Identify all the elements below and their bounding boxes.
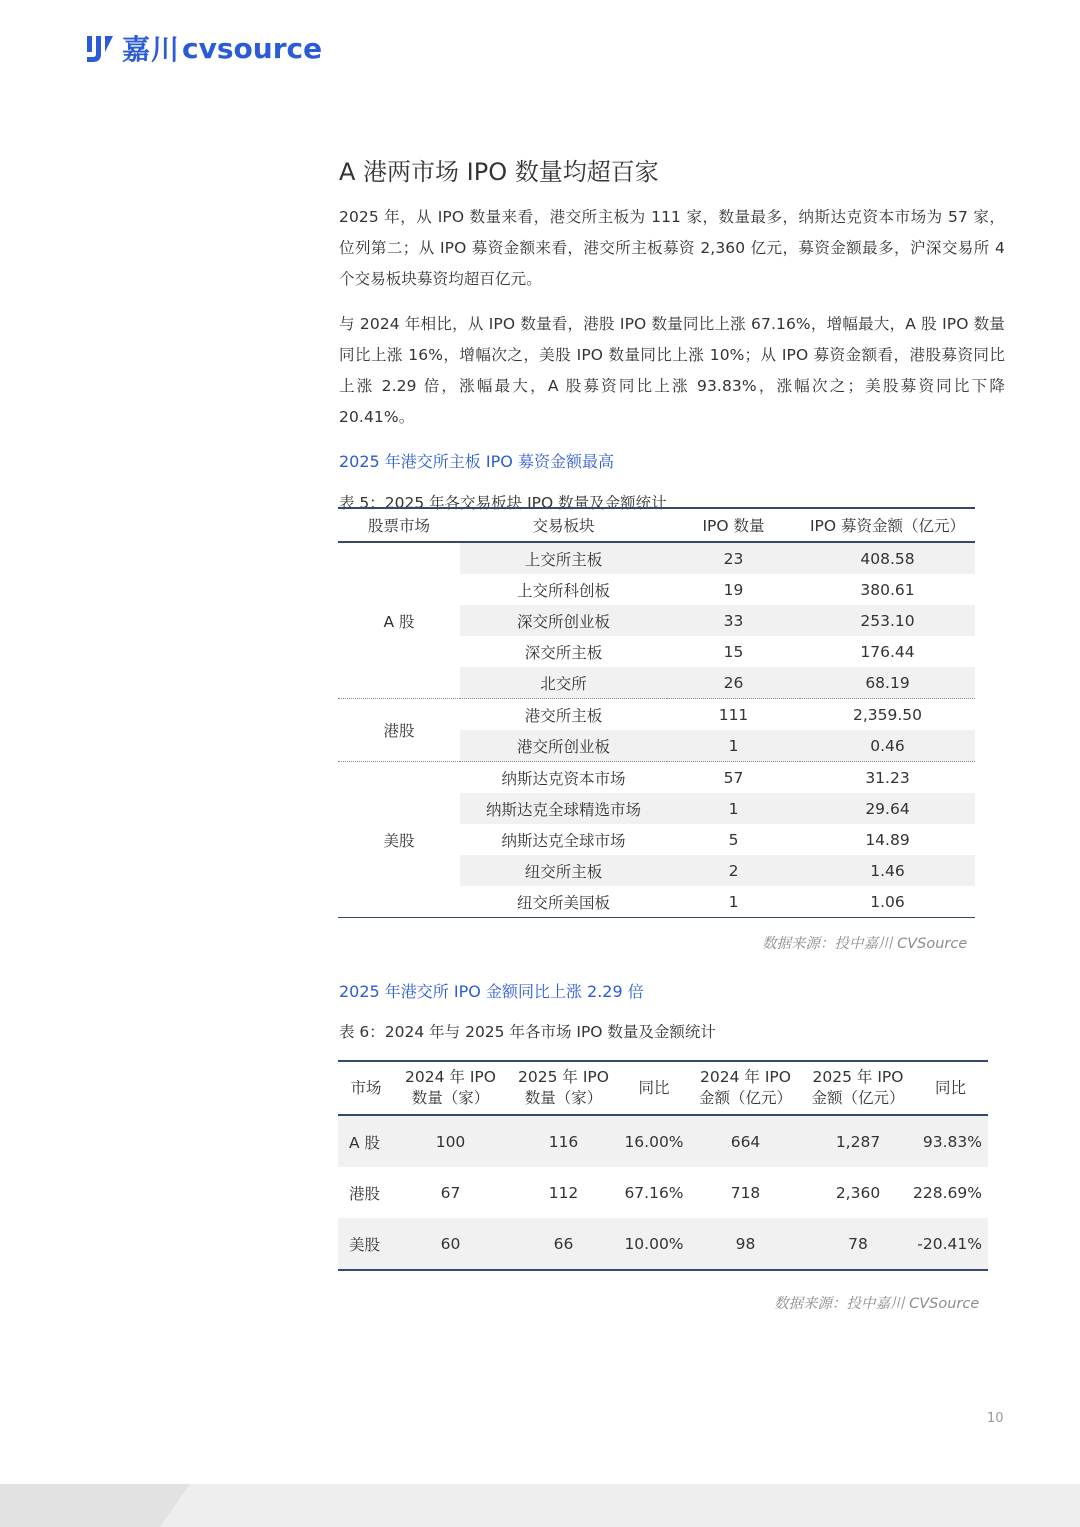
count-cell: 23 [667,542,800,574]
market-cell: A 股 [338,542,460,699]
page-number: 10 [987,1411,1004,1426]
value-cell: 2,360 [835,1183,881,1202]
table6-header-2024-amount: 2024 年 IPO 金额（亿元） [688,1061,803,1115]
amount-cell: 253.10 [800,605,975,636]
market-cell: 港股 [349,1184,381,1203]
count-cell: 19 [723,580,744,599]
footer-band [0,1484,1080,1527]
amount-cell: 176.44 [860,642,915,661]
table5-header-board: 交易板块 [460,508,667,542]
table-row [338,1115,988,1167]
table6-header-2024-count: 2024 年 IPO 数量（家） [394,1061,507,1115]
table5-header-row [338,508,975,542]
logo-mark-icon [84,32,116,64]
count-cell: 1 [667,793,800,824]
value-cell: -20.41% [913,1218,988,1270]
board-cell: 深交所主板 [524,643,603,662]
table5 [338,507,975,918]
board-cell: 纽交所主板 [460,855,667,886]
value-cell: 1,287 [803,1115,913,1167]
board-cell: 港交所创业板 [460,730,667,762]
value-cell: 93.83% [913,1115,988,1167]
amount-cell: 1.46 [800,855,975,886]
count-cell: 57 [723,768,744,787]
section-heading: A 港两市场 IPO 数量均超百家 [339,158,659,186]
table5-header-count: IPO 数量 [667,508,800,542]
board-cell: 北交所 [460,667,667,699]
paragraph-1: 2025 年，从 IPO 数量来看，港交所主板为 111 家，数量最多，纳斯达克资本市场为 57 家，位列第二；从 IPO 募资金额来看，港交所主板募资 2,360 亿元，募资金额最多，沪深交易所 4 个交易板块募资均超百亿元。 [339,208,1005,288]
amount-cell: 380.61 [860,580,915,599]
value-cell: 66 [507,1218,620,1270]
value-cell: 16.00% [620,1115,688,1167]
table5-header-amount: IPO 募资金额（亿元） [800,508,975,542]
amount-cell: 2,359.50 [852,705,923,724]
table5-source: 数据来源：投中嘉川 CVSource [762,936,968,952]
amount-cell: 29.64 [800,793,975,824]
brand-logo [84,28,322,68]
market-cell: A 股 [338,1115,394,1167]
value-cell: 10.00% [620,1218,688,1270]
table6-header-yoy-amount: 同比 [913,1061,988,1115]
count-cell: 1 [667,730,800,762]
count-cell: 111 [718,705,749,724]
value-cell: 664 [688,1115,803,1167]
market-cell: 美股 [338,1218,394,1270]
table6-header-2025-amount: 2025 年 IPO 金额（亿元） [803,1061,913,1115]
count-cell: 26 [667,667,800,699]
market-cell: 港股 [338,699,460,762]
brand-name-en: cvsource [182,31,323,65]
board-cell: 纳斯达克全球精选市场 [460,793,667,824]
value-cell: 112 [548,1183,579,1202]
table-row [338,762,975,794]
article-body [339,150,1005,518]
table-row [338,1167,988,1218]
amount-cell: 68.19 [800,667,975,699]
table6-subhead: 2025 年港交所 IPO 金额同比上涨 2.29 倍 [339,982,644,1001]
value-cell: 718 [730,1183,761,1202]
count-cell: 15 [723,642,744,661]
table6-header-market: 市场 [338,1061,394,1115]
board-cell: 纳斯达克资本市场 [501,769,626,788]
value-cell: 60 [394,1218,507,1270]
value-cell: 228.69% [913,1183,982,1202]
count-cell: 2 [667,855,800,886]
board-cell: 纳斯达克全球市场 [501,831,626,850]
board-cell: 港交所主板 [524,706,603,725]
table6-caption: 表 6：2024 年与 2025 年各市场 IPO 数量及金额统计 [339,1023,716,1041]
value-cell: 67 [440,1183,461,1202]
value-cell: 67.16% [624,1183,684,1202]
board-cell: 上交所科创板 [516,581,610,600]
table6 [338,1060,988,1271]
value-cell: 100 [394,1115,507,1167]
footer-decoration [0,1484,1080,1527]
count-cell: 33 [667,605,800,636]
table-row [338,1218,988,1270]
table6-header-2025-count: 2025 年 IPO 数量（家） [507,1061,620,1115]
amount-cell: 0.46 [800,730,975,762]
table5-header-market: 股票市场 [338,508,460,542]
value-cell: 116 [507,1115,620,1167]
brand-name-cn: 嘉川 [122,33,181,66]
board-cell: 上交所主板 [460,542,667,574]
value-cell: 78 [803,1218,913,1270]
amount-cell: 408.58 [800,542,975,574]
amount-cell: 1.06 [870,892,905,911]
board-cell: 纽交所美国板 [516,893,610,912]
table-row [338,542,975,574]
count-cell: 5 [728,830,739,849]
market-cell: 美股 [338,762,460,918]
table-row [338,699,975,731]
table6-source: 数据来源：投中嘉川 CVSource [774,1296,980,1312]
count-cell: 1 [728,892,739,911]
paragraph-2: 与 2024 年相比，从 IPO 数量看，港股 IPO 数量同比上涨 67.16%，增幅最大，A 股 IPO 数量同比上涨 16%，增幅次之，美股 IPO 数量同比上涨 10%；从 IPO 募资金额看，港股募资同比上涨 2.29 倍，涨幅最大，A 股募资同比上涨 93.83%，涨幅次之；美股募资同比下降 20.41%。 [339,315,1005,426]
value-cell: 98 [688,1218,803,1270]
amount-cell: 14.89 [865,830,910,849]
table5-caption: 表 5：2025 年各交易板块 IPO 数量及金额统计 [339,494,667,512]
amount-cell: 31.23 [865,768,910,787]
board-cell: 深交所创业板 [460,605,667,636]
table5-subhead: 2025 年港交所主板 IPO 募资金额最高 [339,452,614,471]
table6-header-yoy-count: 同比 [620,1061,688,1115]
table6-header-row [338,1061,988,1115]
